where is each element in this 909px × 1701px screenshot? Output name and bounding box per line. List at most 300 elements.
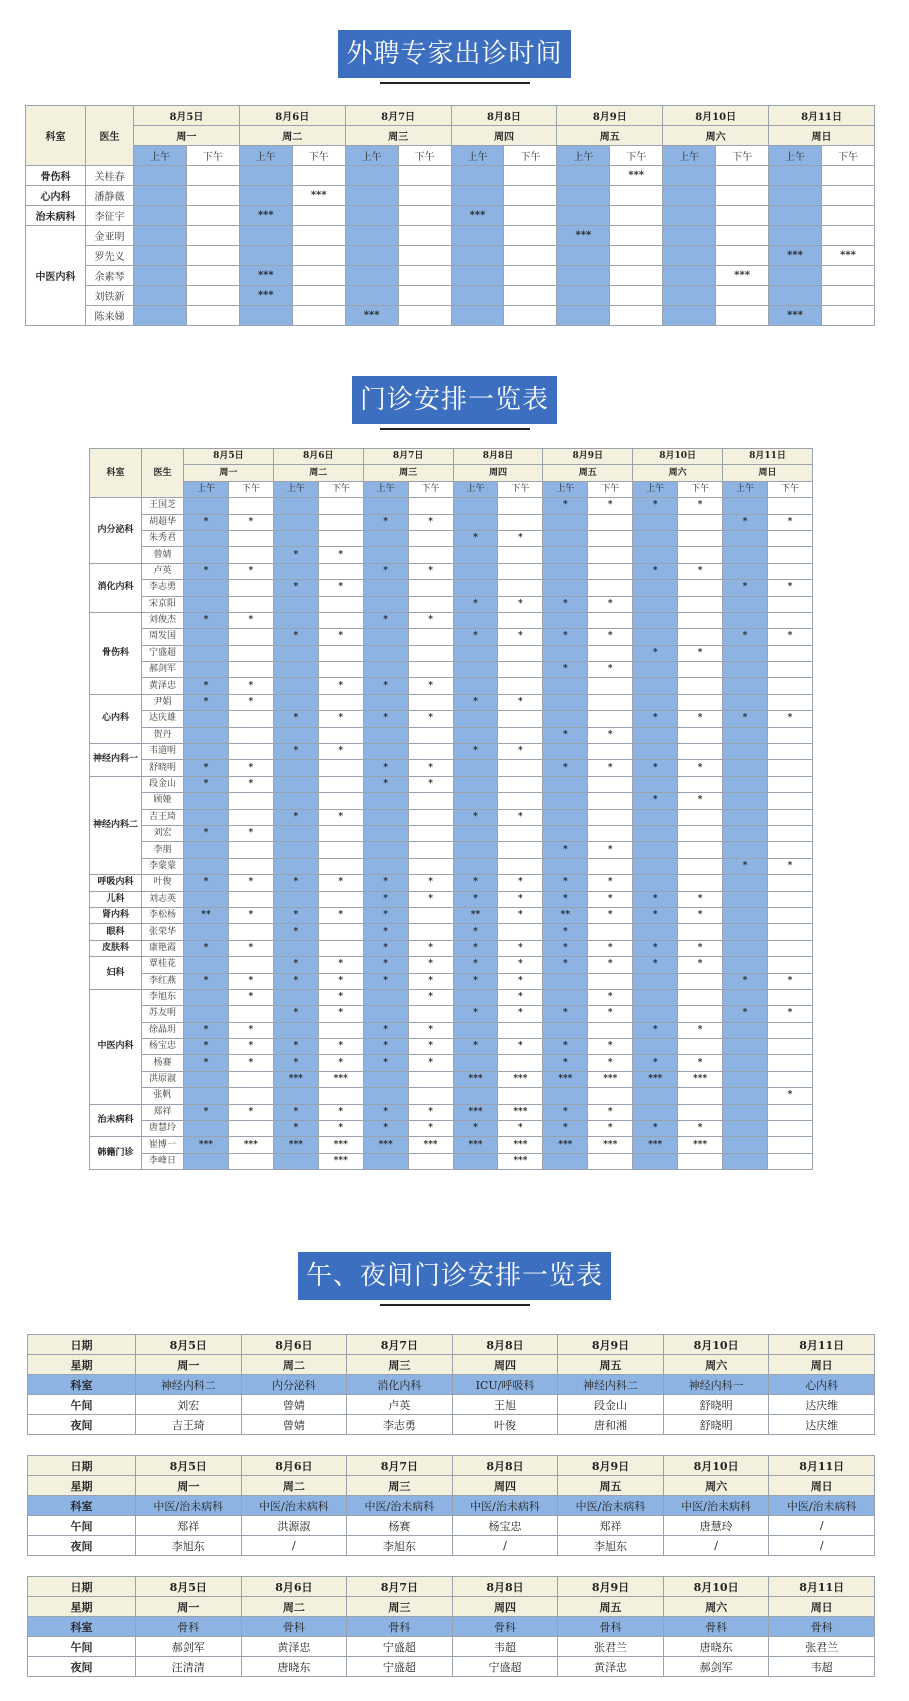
schedule-slot [451,226,504,246]
schedule-slot [723,793,768,809]
schedule-slot [543,563,588,579]
schedule-slot [184,1071,229,1087]
schedule-slot [186,166,239,186]
dept-cell: 妇科 [90,957,142,990]
schedule-slot [345,186,398,206]
schedule-slot [498,924,543,940]
schedule-slot [543,645,588,661]
schedule-slot: * [408,678,453,694]
schedule-slot [398,226,451,246]
schedule-slot [186,266,239,286]
dept-cell: 治未病科 [90,1104,142,1137]
schedule-slot [239,306,292,326]
dept-cell: 内分泌科 [241,1375,347,1395]
schedule-slot: * [588,760,633,776]
night-doctor-cell: 李旭东 [347,1536,453,1556]
schedule-slot: *** [588,1137,633,1153]
schedule-slot [543,793,588,809]
schedule-slot [318,563,363,579]
date-header-row [26,106,875,126]
schedule-slot [610,206,663,226]
doctor-name: 周发国 [142,629,184,645]
schedule-slot [767,989,812,1005]
schedule-slot: * [588,596,633,612]
schedule-slot: * [588,498,633,514]
schedule-slot [363,530,408,546]
schedule-slot [767,875,812,891]
schedule-slot [543,678,588,694]
schedule-slot [273,825,318,841]
schedule-slot [273,596,318,612]
schedule-slot [408,580,453,596]
section1-header [0,30,909,84]
weekday-cell: 周四 [452,1355,558,1375]
schedule-slot [273,776,318,792]
night-doctor-row [28,1536,875,1556]
dept-cell: 神经内科二 [136,1375,242,1395]
doctor-row [90,842,813,858]
schedule-slot [228,891,273,907]
dept-cell: 中医/治未病科 [769,1496,875,1516]
schedule-slot: * [273,907,318,923]
dept-cell: 中医/治未病科 [663,1496,769,1516]
schedule-slot [543,809,588,825]
schedule-slot [273,530,318,546]
schedule-slot: * [543,727,588,743]
schedule-slot [633,875,678,891]
schedule-slot: * [408,1104,453,1120]
schedule-slot [184,1121,229,1137]
schedule-slot [767,940,812,956]
schedule-slot: *** [239,206,292,226]
night-doctor-cell: / [769,1536,875,1556]
schedule-slot: * [363,1039,408,1055]
weekday-cell: 周四 [452,1476,558,1496]
schedule-slot [363,989,408,1005]
weekday-header: 周五 [543,465,633,481]
schedule-slot [451,306,504,326]
doctor-row [90,875,813,891]
schedule-slot [723,1121,768,1137]
schedule-slot [767,678,812,694]
schedule-slot: * [408,776,453,792]
schedule-slot: * [588,940,633,956]
schedule-slot [408,629,453,645]
schedule-slot [228,580,273,596]
doctor-name: 李峰日 [142,1153,184,1169]
schedule-slot [228,1006,273,1022]
schedule-slot: * [543,1121,588,1137]
schedule-slot: * [588,1055,633,1071]
schedule-slot [663,266,716,286]
dept-cell: 消化内科 [90,563,142,612]
schedule-slot [498,1088,543,1104]
schedule-slot [273,1022,318,1038]
schedule-slot: * [184,875,229,891]
schedule-slot: * [678,891,723,907]
schedule-slot [504,226,557,246]
schedule-slot: * [588,1104,633,1120]
schedule-slot: *** [769,306,822,326]
schedule-slot [228,793,273,809]
schedule-slot [184,891,229,907]
schedule-slot [453,989,498,1005]
schedule-slot: * [633,1055,678,1071]
doctor-row [90,1055,813,1071]
schedule-slot: * [273,1006,318,1022]
schedule-slot [723,924,768,940]
weekday-cell: 周二 [241,1355,347,1375]
schedule-slot [184,793,229,809]
schedule-slot: * [228,1022,273,1038]
weekday-header: 周六 [633,465,723,481]
schedule-slot: *** [273,1137,318,1153]
schedule-slot [723,498,768,514]
schedule-slot [292,226,345,246]
schedule-slot [363,1006,408,1022]
schedule-slot [557,206,610,226]
schedule-slot: *** [716,266,769,286]
schedule-slot [228,858,273,874]
schedule-slot [498,727,543,743]
doctor-name: 刘俊杰 [142,612,184,628]
schedule-slot [543,547,588,563]
am-header: 上午 [633,481,678,497]
schedule-slot [184,1006,229,1022]
schedule-slot [453,580,498,596]
schedule-slot: * [588,842,633,858]
schedule-slot [453,514,498,530]
doctor-name: 杨宝忠 [142,1039,184,1055]
schedule-slot: * [184,1022,229,1038]
schedule-slot [363,498,408,514]
schedule-slot: * [408,563,453,579]
pm-header: 下午 [498,481,543,497]
schedule-slot: * [633,1121,678,1137]
schedule-slot [716,226,769,246]
schedule-slot [678,1153,723,1169]
schedule-slot: * [184,612,229,628]
doctor-name: 尹娟 [142,694,184,710]
weekday-cell: 周六 [663,1355,769,1375]
weekday-header-row [26,126,875,146]
weekday-header: 周一 [184,465,274,481]
schedule-slot: *** [292,186,345,206]
schedule-slot: * [678,760,723,776]
schedule-slot: * [363,1104,408,1120]
schedule-slot: * [273,547,318,563]
schedule-slot: ** [543,907,588,923]
date-cell: 8月11日 [769,1335,875,1355]
schedule-slot [186,306,239,326]
schedule-slot [557,306,610,326]
schedule-slot [184,711,229,727]
schedule-slot [663,166,716,186]
schedule-slot [363,1071,408,1087]
schedule-slot [363,793,408,809]
schedule-slot: *** [557,226,610,246]
schedule-slot [292,306,345,326]
schedule-slot [723,727,768,743]
schedule-slot [678,858,723,874]
date-header: 8月6日 [273,449,363,465]
date-cell: 8月6日 [241,1577,347,1597]
doctor-name: 李朋 [142,842,184,858]
noon-doctor-label: 午间 [28,1637,136,1657]
schedule-slot [451,266,504,286]
night-doctor-cell: 李志勇 [347,1415,453,1435]
schedule-slot: * [228,940,273,956]
schedule-slot: * [184,940,229,956]
schedule-slot [453,1153,498,1169]
schedule-slot [557,266,610,286]
weekday-header: 周四 [453,465,543,481]
schedule-slot [228,924,273,940]
schedule-slot [134,186,187,206]
schedule-slot [318,760,363,776]
schedule-slot [723,809,768,825]
schedule-slot [134,166,187,186]
schedule-slot: * [318,1104,363,1120]
dept-cell: 中医/治未病科 [136,1496,242,1516]
date-cell: 8月5日 [136,1577,242,1597]
schedule-slot: * [363,678,408,694]
schedule-slot [663,206,716,226]
noon-doctor-cell: 杨宝忠 [452,1516,558,1536]
weekday-header: 周三 [363,465,453,481]
schedule-slot [610,306,663,326]
schedule-slot [498,645,543,661]
schedule-slot: *** [184,1137,229,1153]
schedule-slot: * [184,514,229,530]
schedule-slot [498,612,543,628]
night-doctor-cell: 唐和湘 [558,1415,664,1435]
date-cell: 8月9日 [558,1577,664,1597]
schedule-slot: * [767,514,812,530]
date-header: 8月9日 [557,106,663,126]
schedule-slot: * [408,1039,453,1055]
schedule-slot [498,1022,543,1038]
weekday-cell: 周一 [136,1597,242,1617]
schedule-slot: * [633,793,678,809]
night-doctor-cell: 舒晓明 [663,1415,769,1435]
doctor-row [90,678,813,694]
date-row [28,1335,875,1355]
schedule-slot [184,1088,229,1104]
schedule-slot: * [273,711,318,727]
weekday-cell: 周三 [347,1597,453,1617]
schedule-slot [821,226,874,246]
schedule-slot: * [543,1039,588,1055]
schedule-slot: * [543,842,588,858]
schedule-slot [398,266,451,286]
schedule-slot [292,166,345,186]
schedule-slot: * [228,973,273,989]
schedule-slot [504,166,557,186]
schedule-slot [453,678,498,694]
schedule-slot [767,1022,812,1038]
weekday-header: 周六 [663,126,769,146]
schedule-slot: * [453,957,498,973]
doctor-name: 刘志英 [142,891,184,907]
schedule-slot: * [498,989,543,1005]
schedule-slot: * [543,596,588,612]
schedule-slot [723,645,768,661]
schedule-slot: * [633,645,678,661]
schedule-slot [184,858,229,874]
noon-night-table-1 [27,1334,875,1435]
schedule-slot: * [588,629,633,645]
schedule-slot: * [453,629,498,645]
noon-doctor-cell: 郝剑军 [136,1637,242,1657]
schedule-slot: * [453,924,498,940]
date-cell: 8月10日 [663,1577,769,1597]
schedule-slot [498,842,543,858]
schedule-slot: * [723,514,768,530]
schedule-slot [408,530,453,546]
schedule-slot [663,286,716,306]
dept-cell: 骨科 [136,1617,242,1637]
noon-doctor-cell: 张君兰 [769,1637,875,1657]
schedule-slot [543,825,588,841]
date-row [28,1577,875,1597]
schedule-slot: * [588,662,633,678]
schedule-slot [723,530,768,546]
schedule-slot: * [498,744,543,760]
schedule-slot: *** [678,1071,723,1087]
night-doctor-cell: 达庆维 [769,1415,875,1435]
dept-cell: 消化内科 [347,1375,453,1395]
schedule-slot [769,226,822,246]
schedule-slot [184,530,229,546]
schedule-slot [498,776,543,792]
night-doctor-label: 夜间 [28,1536,136,1556]
schedule-slot [504,246,557,266]
schedule-slot [451,166,504,186]
pm-header: 下午 [318,481,363,497]
schedule-slot [318,514,363,530]
schedule-slot: * [184,776,229,792]
schedule-slot [453,711,498,727]
weekday-cell: 周一 [136,1355,242,1375]
schedule-slot: *** [498,1137,543,1153]
schedule-slot [633,744,678,760]
dept-cell: 心内科 [769,1375,875,1395]
schedule-slot: * [723,629,768,645]
schedule-slot [678,744,723,760]
dept-cell: 治未病科 [26,206,86,226]
schedule-slot [767,530,812,546]
doctor-row [90,1039,813,1055]
doctor-row [26,206,875,226]
schedule-slot [273,989,318,1005]
schedule-slot [588,744,633,760]
schedule-slot: * [184,678,229,694]
schedule-slot [588,924,633,940]
schedule-slot: * [318,1039,363,1055]
noon-doctor-cell: 达庆维 [769,1395,875,1415]
schedule-slot [723,563,768,579]
schedule-slot: * [273,580,318,596]
schedule-slot: * [273,1104,318,1120]
schedule-slot: * [408,891,453,907]
schedule-slot [273,842,318,858]
doctor-row [90,744,813,760]
pm-header: 下午 [716,146,769,166]
schedule-slot [723,744,768,760]
schedule-slot [184,744,229,760]
date-cell: 8月5日 [136,1456,242,1476]
schedule-slot [588,1153,633,1169]
schedule-slot [228,809,273,825]
schedule-slot [318,940,363,956]
schedule-slot [292,266,345,286]
schedule-slot: *** [228,1137,273,1153]
schedule-slot: * [184,1104,229,1120]
schedule-slot [767,793,812,809]
dept-cell: 骨科 [241,1617,347,1637]
schedule-slot: * [363,940,408,956]
date-header: 8月9日 [543,449,633,465]
schedule-slot [678,727,723,743]
doctor-header: 医生 [86,106,134,166]
schedule-slot: * [318,809,363,825]
pm-header: 下午 [821,146,874,166]
dept-cell: 骨科 [663,1617,769,1637]
dept-row [28,1375,875,1395]
schedule-slot: *** [453,1137,498,1153]
schedule-slot: * [767,1006,812,1022]
schedule-slot [408,727,453,743]
schedule-slot [498,678,543,694]
schedule-slot [318,645,363,661]
pm-header: 下午 [610,146,663,166]
doctor-name: 潘静薇 [86,186,134,206]
schedule-slot [678,662,723,678]
schedule-slot [273,662,318,678]
weekday-label: 星期 [28,1476,136,1496]
schedule-slot: * [363,1055,408,1071]
noon-doctor-label: 午间 [28,1516,136,1536]
schedule-slot [184,662,229,678]
schedule-slot [543,973,588,989]
schedule-slot: * [184,973,229,989]
schedule-slot: * [453,875,498,891]
schedule-slot [239,166,292,186]
night-doctor-cell: 唐晓东 [241,1657,347,1677]
schedule-slot [769,166,822,186]
doctor-name: 关桂春 [86,166,134,186]
schedule-slot [588,694,633,710]
schedule-slot [767,1039,812,1055]
schedule-slot [767,1104,812,1120]
schedule-slot [678,842,723,858]
schedule-slot: * [184,825,229,841]
dept-cell: 呼吸内科 [90,875,142,891]
schedule-slot [408,596,453,612]
schedule-slot [398,186,451,206]
schedule-slot [228,711,273,727]
doctor-row [90,940,813,956]
dept-cell: 中医/治未病科 [241,1496,347,1516]
schedule-slot: * [498,809,543,825]
doctor-name: 韦道明 [142,744,184,760]
schedule-slot: *** [318,1137,363,1153]
schedule-slot [769,186,822,206]
schedule-slot [228,842,273,858]
schedule-slot: * [273,973,318,989]
schedule-slot: * [678,957,723,973]
